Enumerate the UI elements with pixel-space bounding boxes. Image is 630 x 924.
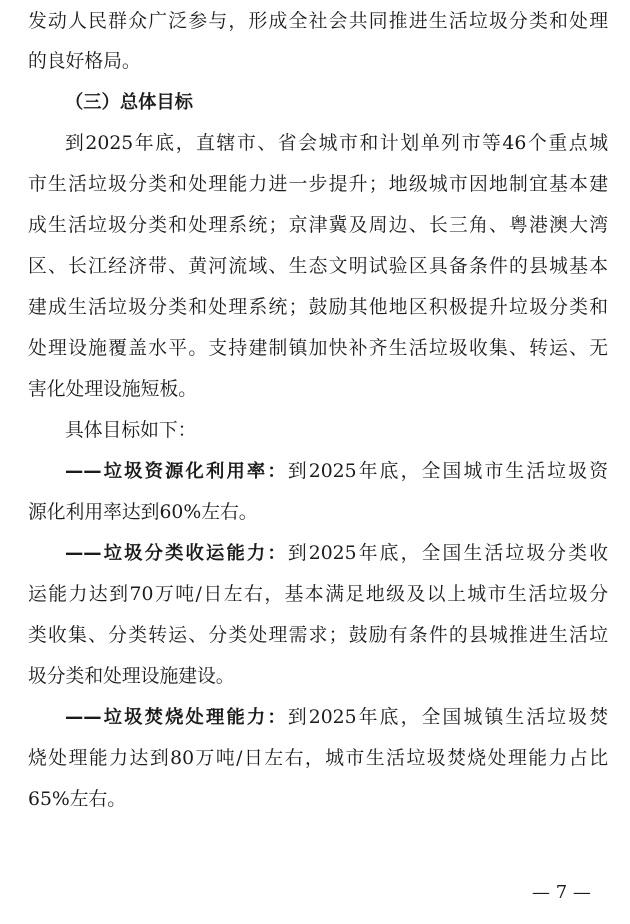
section-heading: （三）总体目标 — [65, 92, 193, 113]
paragraph-3-line-1: 具体目标如下： — [65, 420, 197, 441]
paragraph-2-line-7: 害化处理设施短板。 — [28, 379, 198, 400]
paragraph-4-line-1-rest: 到2025年底，全国城市生活垃圾资 — [287, 461, 608, 482]
target-term-resource-utilization: ——垃圾资源化利用率： — [65, 461, 288, 482]
paragraph-2-line-1: 到2025年底，直辖市、省会城市和计划单列市等46个重点城 — [65, 133, 608, 154]
paragraph-1-line-1: 发动人民群众广泛参与，形成全社会共同推进生活垃圾分类和处理 — [28, 11, 608, 32]
paragraph-6-line-3: 65%左右。 — [28, 789, 127, 810]
paragraph-5-line-1 — [28, 541, 608, 567]
paragraph-2-line-4: 区、长江经济带、黄河流域、生态文明试验区具备条件的县城基本 — [28, 256, 608, 277]
paragraph-4-line-1 — [28, 459, 608, 485]
paragraph-5-line-4: 圾分类和处理设施建设。 — [28, 666, 235, 687]
target-term-collection-capacity: ——垃圾分类收运能力： — [65, 543, 288, 564]
paragraph-2-line-3: 成生活垃圾分类和处理系统；京津冀及周边、长三角、粤港澳大湾 — [28, 215, 608, 236]
paragraph-1-line-2: 的良好格局。 — [28, 51, 141, 72]
paragraph-6-line-1 — [28, 705, 608, 731]
page-number: — 7 — — [532, 882, 591, 903]
target-term-incineration-capacity: ——垃圾焚烧处理能力： — [65, 707, 288, 728]
paragraph-2-line-5: 建成生活垃圾分类和处理系统；鼓励其他地区积极提升垃圾分类和 — [28, 297, 608, 318]
paragraph-5-line-1-rest: 到2025年底，全国生活垃圾分类收 — [287, 543, 608, 564]
paragraph-6-line-2: 烧处理能力达到80万吨/日左右，城市生活垃圾焚烧处理能力占比 — [28, 748, 608, 769]
paragraph-6-line-1-rest: 到2025年底，全国城镇生活垃圾焚 — [287, 707, 608, 728]
paragraph-5-line-3: 类收集、分类转运、分类处理需求；鼓励有条件的县城推进生活垃 — [28, 625, 608, 646]
paragraph-2-line-6: 处理设施覆盖水平。支持建制镇加快补齐生活垃圾收集、转运、无 — [28, 338, 608, 359]
paragraph-4-line-2: 源化利用率达到60%左右。 — [28, 502, 258, 523]
paragraph-2-line-2: 市生活垃圾分类和处理能力进一步提升；地级城市因地制宜基本建 — [28, 174, 608, 195]
paragraph-5-line-2: 运能力达到70万吨/日左右，基本满足地级及以上城市生活垃圾分 — [28, 584, 608, 605]
